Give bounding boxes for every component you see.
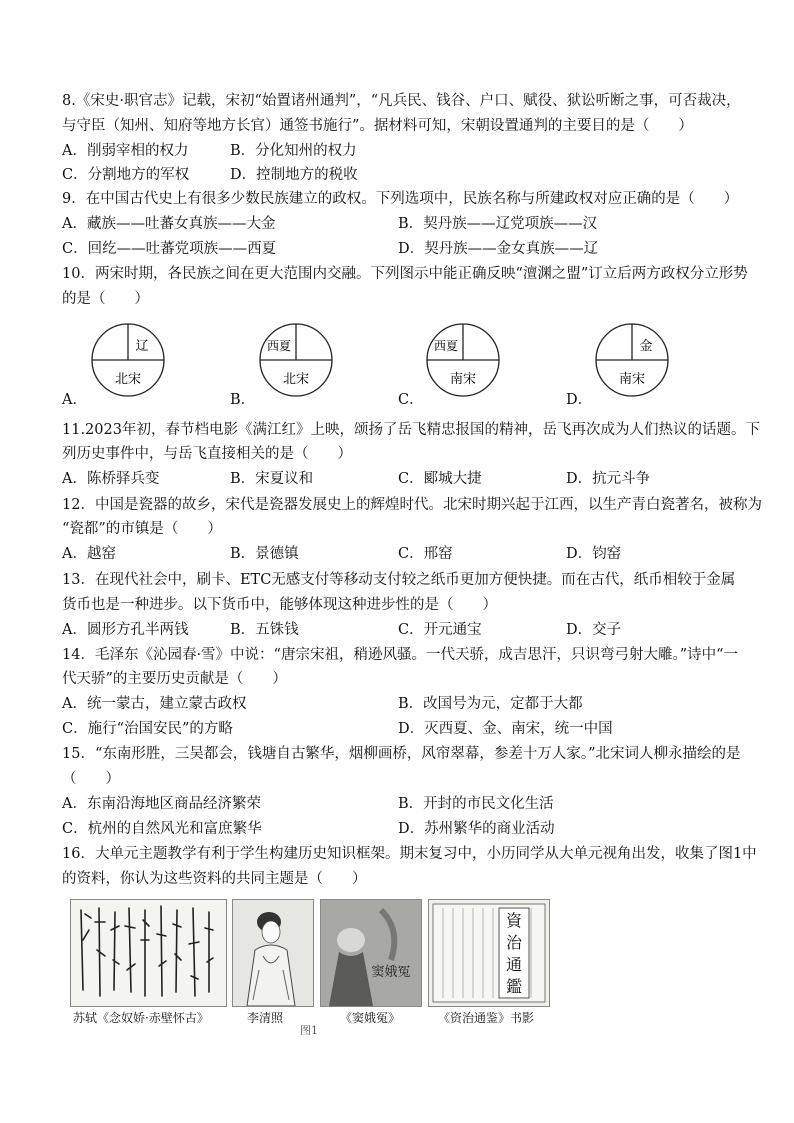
- q9-option-c[interactable]: C．回纥——吐蕃党项族——西夏: [62, 241, 277, 257]
- q11-option-c[interactable]: C．郾城大捷: [398, 471, 482, 487]
- diagram-d-bottom: 南宋: [618, 372, 646, 387]
- q9-option-a[interactable]: A．藏族——吐蕃女真族——大金: [62, 216, 276, 232]
- book-image: [428, 899, 550, 1007]
- q13-option-a[interactable]: A．圆形方孔半两钱: [62, 622, 189, 638]
- diagram-d-top-right: 金: [639, 339, 653, 354]
- drama-title: 窦娥冤: [371, 965, 411, 980]
- q13-option-b[interactable]: B．五铢钱: [230, 622, 299, 638]
- diagram-b-top-left: 西夏: [266, 339, 292, 353]
- q15-option-d[interactable]: D．苏州繁华的商业活动: [398, 821, 555, 837]
- q11-line-1: 11.2023年初，春节档电影《满江红》上映，颂扬了岳飞精忠报国的精神，岳飞再次成为人们热议的话题。下: [62, 422, 760, 438]
- q9-line-1: 9．在中国古代史上有很多少数民族建立的政权。下列选项中，民族名称与所建政权对应正确的是（ ）: [62, 191, 739, 207]
- book-title-char-2: 治: [505, 933, 523, 952]
- q12-option-d[interactable]: D．钧窑: [566, 546, 622, 562]
- diagram-b-bottom: 北宋: [282, 372, 310, 387]
- q8-option-c[interactable]: C．分割地方的军权: [62, 167, 190, 183]
- q13-line-1: 13．在现代社会中，刷卡、ETC无感支付等移动支付较之纸币更加方便快捷。而在古代，纸币相较于金属: [62, 572, 736, 588]
- book-title-char-3: 通: [505, 955, 523, 974]
- diagram-c-top-left: 西夏: [433, 339, 459, 353]
- q10-option-a[interactable]: A．: [62, 392, 87, 408]
- caption-dou-e: 《窦娥冤》: [340, 1011, 401, 1025]
- q10-option-b[interactable]: B．: [230, 392, 256, 408]
- q12-option-a[interactable]: A．越窑: [62, 546, 116, 562]
- caption-li-qingzhao: 李清照: [247, 1011, 284, 1025]
- drama-image: [320, 899, 422, 1007]
- q16-line-1: 16．大单元主题教学有利于学生构建历史知识框架。期末复习中，小历同学从大单元视角出发，收集了图1中: [62, 846, 757, 862]
- q10-line-2: 的是（ ）: [62, 291, 149, 307]
- q15-line-1: 15．“东南形胜，三吴都会，钱塘自古繁华，烟柳画桥，风帘翠幕，参差十万人家。”北宋词人柳永描绘的是: [62, 746, 741, 762]
- caption-su-shi: 苏轼《念奴娇·赤壁怀古》: [73, 1011, 209, 1025]
- q11-option-a[interactable]: A．陈桥驿兵变: [62, 471, 160, 487]
- calligraphy-image: [70, 899, 227, 1007]
- q15-line-2: （ ）: [62, 771, 120, 787]
- q12-option-c[interactable]: C．邢窑: [398, 546, 453, 562]
- q15-option-b[interactable]: B．开封的市民文化生活: [398, 796, 554, 812]
- diagram-b: [258, 322, 334, 402]
- q8-option-b[interactable]: B．分化知州的权力: [230, 143, 357, 159]
- q12-line-2: “瓷都”的市镇是（ ）: [62, 521, 222, 537]
- q15-option-a[interactable]: A．东南沿海地区商品经济繁荣: [62, 796, 261, 812]
- q12-option-b[interactable]: B．景德镇: [230, 546, 299, 562]
- diagram-c: [425, 322, 501, 402]
- book-title-char-4: 鑑: [505, 977, 523, 996]
- q13-option-c[interactable]: C．开元通宝: [398, 622, 482, 638]
- q8-line-1: 8.《宋史·职官志》记载，宋初“始置诸州通判”，“凡兵民、钱谷、户口、赋役、狱讼听断之事，可否裁决，: [62, 93, 741, 109]
- caption-zizhi-tongjian: 《资治通鉴》书影: [438, 1011, 535, 1025]
- diagram-c-bottom: 南宋: [449, 372, 477, 387]
- portrait-image: [232, 899, 314, 1007]
- q10-option-c[interactable]: C．: [398, 392, 424, 408]
- q14-option-a[interactable]: A．统一蒙古，建立蒙古政权: [62, 696, 247, 712]
- q13-line-2: 货币也是一种进步。以下货币中，能够体现这种进步性的是（ ）: [62, 597, 497, 613]
- q12-line-1: 12．中国是瓷器的故乡，宋代是瓷器发展史上的辉煌时代。北宋时期兴起于江西，以生产青白瓷著名，被称为: [62, 497, 762, 513]
- figure-label: 图1: [300, 1024, 318, 1037]
- q8-option-d[interactable]: D．控制地方的税收: [230, 167, 358, 183]
- diagram-a: [90, 322, 166, 402]
- q14-line-1: 14．毛泽东《沁园春·雪》中说：“唐宗宋祖，稍逊风骚。一代天骄，成吉思汗，只识弯弓射大雕。”诗中“一: [62, 647, 739, 663]
- book-title-char-1: 資: [505, 911, 523, 930]
- q8-option-a[interactable]: A．削弱宰相的权力: [62, 143, 189, 159]
- q16-line-2: 的资料，你认为这些资料的共同主题是（ ）: [62, 871, 367, 887]
- q10-line-1: 10．两宋时期，各民族之间在更大范围内交融。下列图示中能正确反映“澶渊之盟”订立后两方政权分立形势: [62, 266, 748, 282]
- q9-option-b[interactable]: B．契丹族——辽党项族——汉: [398, 216, 598, 232]
- q9-option-d[interactable]: D．契丹族——金女真族——辽: [398, 241, 599, 257]
- diagram-d: [594, 322, 670, 402]
- q13-option-d[interactable]: D．交子: [566, 622, 622, 638]
- q10-option-d[interactable]: D．: [566, 392, 593, 408]
- q14-option-b[interactable]: B．改国号为元，定都于大都: [398, 696, 583, 712]
- diagram-a-bottom: 北宋: [114, 372, 142, 387]
- q15-option-c[interactable]: C．杭州的自然风光和富庶繁华: [62, 821, 262, 837]
- diagram-a-top-right: 辽: [135, 339, 149, 354]
- q8-line-2: 与守臣（知州、知府等地方长官）通签书施行”。据材料可知，宋朝设置通判的主要目的是（ ）: [62, 118, 693, 134]
- q14-option-c[interactable]: C．施行“治国安民”的方略: [62, 721, 233, 737]
- q14-option-d[interactable]: D．灭西夏、金、南宋，统一中国: [398, 721, 613, 737]
- q11-option-d[interactable]: D．抗元斗争: [566, 471, 651, 487]
- q11-option-b[interactable]: B．宋夏议和: [230, 471, 314, 487]
- q14-line-2: 代天骄”的主要历史贡献是（ ）: [62, 671, 287, 687]
- q11-line-2: 列历史事件中，与岳飞直接相关的是（ ）: [62, 446, 352, 462]
